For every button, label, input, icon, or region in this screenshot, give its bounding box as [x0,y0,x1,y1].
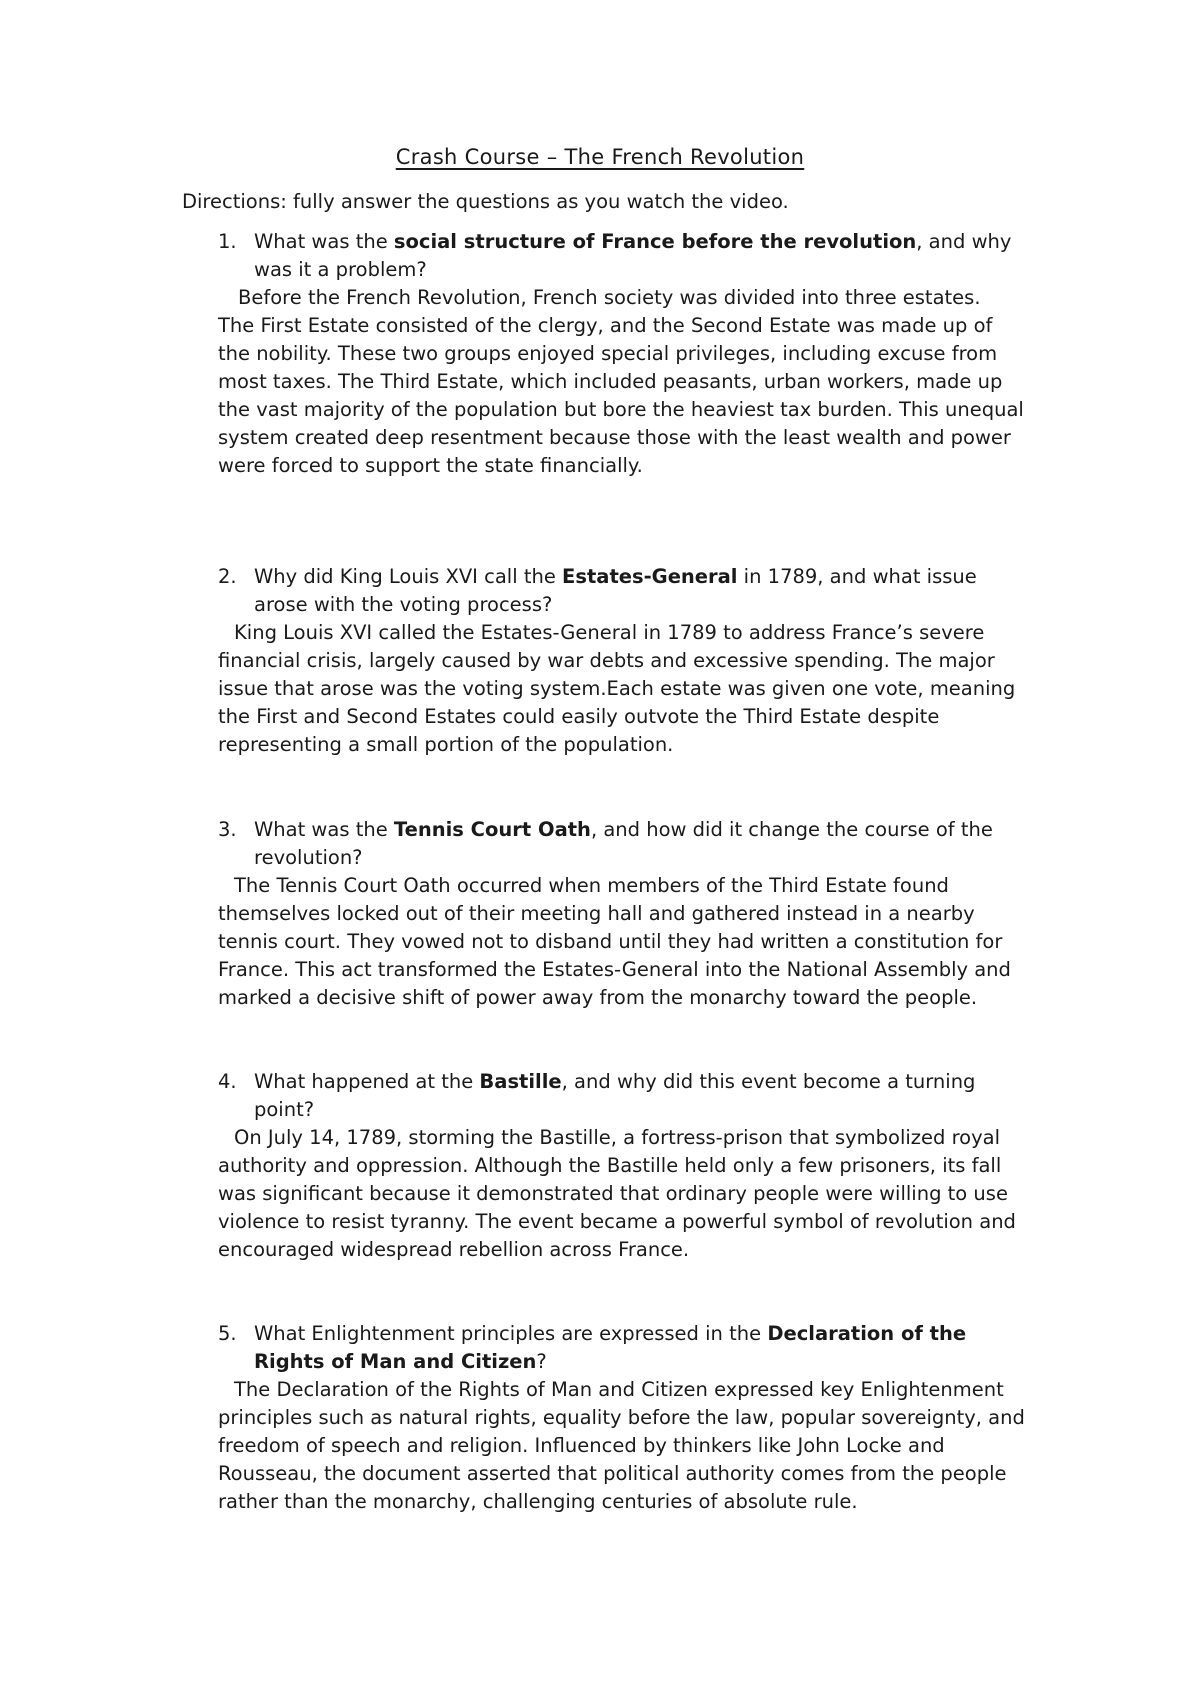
question-2 [218,563,1028,619]
directions-text: Directions: fully answer the questions as you watch the video. [182,190,789,213]
answer-1-line-2: The First Estate consisted of the clergy, and the Second Estate was made up of the nobility. These two groups enjoyed special privileges, including excuse from most taxes. The Third Estate, which included peasants, urban workers, made up the vast majority of the population but bore the heaviest tax burden. This unequal system created deep resentment because those with the least wealth and power were forced to support the state financially. [218,314,1024,477]
question-number: 5. [218,1322,237,1345]
question-number: 3. [218,818,237,841]
question-text: What was the social structure of France before the revolution, and why was it a problem? [254,230,1012,281]
question-text: Why did King Louis XVI call the Estates-General in 1789, and what issue arose with the voting process? [254,565,977,616]
question-block-5 [218,1320,1028,1516]
question-text: What happened at the Bastille, and why did this event become a turning point? [254,1070,976,1121]
question-block-2 [218,563,1028,759]
answer-4: On July 14, 1789, storming the Bastille, a fortress-prison that symbolized royal authority and oppression. Although the Bastille held only a few prisoners, its fall was significant because it demonstrated that ordinary people were willing to use violence to resist tyranny. The event became a powerful symbol of revolution and encouraged widespread rebellion across France. [218,1126,1016,1261]
question-keyword: Declaration of the Rights of Man and Citizen [254,1322,967,1373]
answer-3: The Tennis Court Oath occurred when members of the Third Estate found themselves locked out of their meeting hall and gathered instead in a nearby tennis court. They vowed not to disband until they had written a constitution for France. This act transformed the Estates-General into the National Assembly and marked a decisive shift of power away from the monarchy toward the people. [218,874,1011,1009]
question-keyword: Bastille [479,1070,562,1093]
question-keyword: social structure of France before the revolution [393,230,917,253]
answer-1-line-1: Before the French Revolution, French society was divided into three estates. [238,286,981,309]
question-number: 2. [218,565,237,588]
question-4 [218,1068,1028,1124]
question-number: 4. [218,1070,237,1093]
question-block-3 [218,816,1028,1012]
question-block-1 [218,228,1028,480]
answer-2: King Louis XVI called the Estates-General in 1789 to address France’s severe financial crisis, largely caused by war debts and excessive spending. The major issue that arose was the voting system.Each estate was given one vote, meaning the First and Second Estates could easily outvote the Third Estate despite representing a small portion of the population. [218,621,1016,756]
answer-5: The Declaration of the Rights of Man and Citizen expressed key Enlightenment principles such as natural rights, equality before the law, popular sovereignty, and freedom of speech and religion. Influenced by thinkers like John Locke and Rousseau, the document asserted that political authority comes from the people rather than the monarchy, challenging centuries of absolute rule. [218,1378,1025,1513]
question-3 [218,816,1028,872]
page-title: Crash Course – The French Revolution [395,145,805,169]
question-keyword: Estates-General [562,565,738,588]
question-5 [218,1320,1028,1376]
question-text: What was the Tennis Court Oath, and how did it change the course of the revolution? [254,818,993,869]
question-block-4 [218,1068,1028,1264]
question-keyword: Tennis Court Oath [393,818,591,841]
question-number: 1. [218,230,237,253]
question-text: What Enlightenment principles are expressed in the Declaration of the Rights of Man and Citizen? [254,1322,967,1373]
question-1 [218,228,1028,284]
